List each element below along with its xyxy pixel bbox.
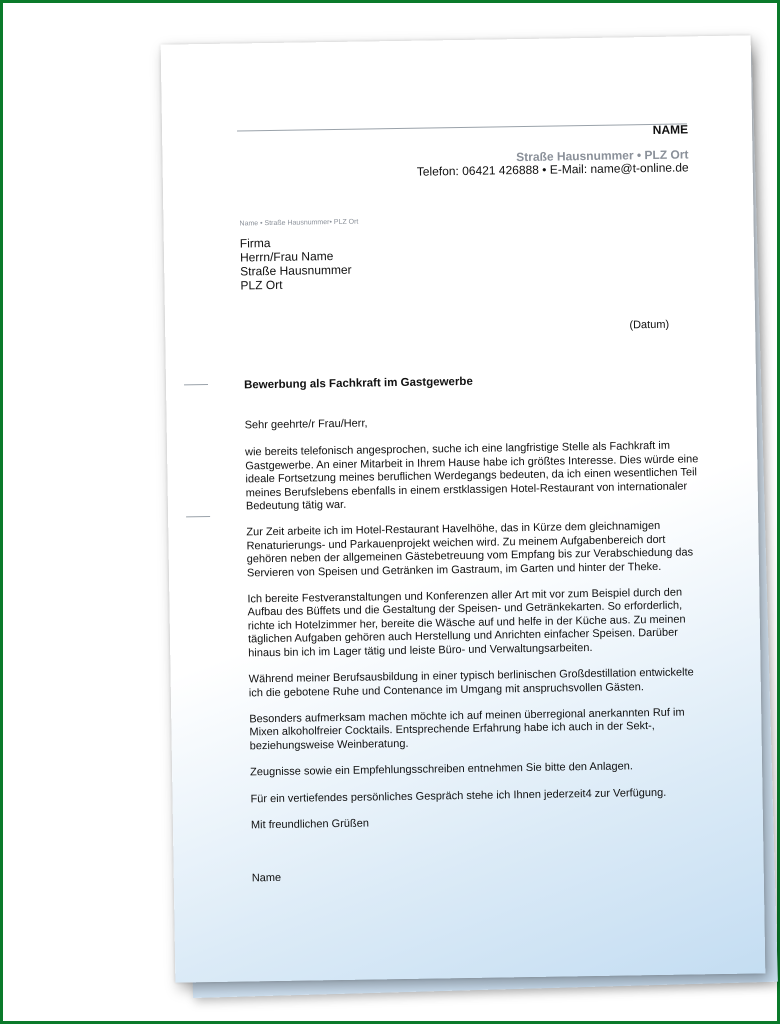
letter-subject: Bewerbung als Fachkraft im Gastgewerbe: [243, 375, 473, 392]
paragraph-5: Besonders aufmerksam machen möchte ich auf meinen überregional anerkannten Ruf im Mixen alkoholfreier Cocktails. Entsprechende Erfahrung habe ich auch in der Sekt-, beziehungsweise Weinberatung.: [249, 706, 685, 753]
letter-page: [161, 35, 766, 982]
paragraph-7: Für ein vertiefendes persönliches Gespräch stehe ich Ihnen jederzeit4 zur Verfügung.: [250, 786, 667, 805]
signature-name: Name: [251, 872, 282, 885]
fold-mark-middle: [186, 516, 210, 517]
recipient-street: Straße Hausnummer: [240, 262, 352, 279]
paragraph-3: Ich bereite Festveranstaltungen und Konferenzen aller Art mit vor zum Beispiel durch den Aufbau des Büffets und die Gestaltung der Speisen- und Getränkekarten. So erforderlich, richte ich Hotelzimmer her, bereite die Wäsche auf und helfe in der Küche aus. Zu meinen täglichen Aufgaben gehören auch Herstellung und Anrichten einfacher Speisen. Darüber hinaus bin ich im Lager tätig und leiste Büro- und Verwaltungsarbeiten.: [247, 586, 686, 660]
recipient-company: Firma: [239, 235, 271, 251]
paragraph-6: Zeugnisse sowie ein Empfehlungsschreiben entnehmen Sie bitte den Anlagen.: [250, 760, 633, 779]
recipient-city: PLZ Ort: [240, 277, 283, 293]
sender-contact: Telefon: 06421 426888 • E-Mail: name@t-online.de: [416, 160, 689, 179]
paragraph-4: Während meiner Berufsausbildung in einer typisch berlinischen Großdestillation entwickelte ich die gebotene Ruhe und Contenance im Umgang mit anspruchsvollen Gästen.: [248, 666, 694, 699]
sender-address: Straße Hausnummer • PLZ Ort: [516, 147, 689, 165]
paragraph-2: Zur Zeit arbeite ich im Hotel-Restaurant Havelhöhe, das in Kürze dem gleichnamigen Renaturierungs- und Parkauenprojekt weichen wird. Zu meinem Aufgabenbereich dort gehören neben der allgemeinen Gästebetreuung vom Empfang bis zur Verabschiedung das Servieren von Speisen und Getränken im Gastraum, im Garten und hinter der Theke.: [246, 520, 694, 580]
salutation: Sehr geehrte/r Frau/Herr,: [244, 417, 368, 432]
paragraph-1: wie bereits telefonisch angesprochen, suche ich eine langfristige Stelle als Fachkraft im Gastgewerbe. An einer Mitarbeit in Ihrem Hause habe ich größtes Interesse. Dies würde eine ideale Fortsetzung meines beruflichen Werdegangs bedeuten, da ich einen wesentlichen Teil meines Berufslebens ebenfalls in einem erstklassigen Hotel-Restaurant von internationaler Bedeutung tätig war.: [244, 440, 699, 513]
return-address-line: Name • Straße Hausnummer• PLZ Ort: [239, 218, 359, 228]
recipient-block: [240, 235, 352, 293]
sender-name: NAME: [652, 122, 689, 137]
letter-date: (Datum): [629, 318, 670, 332]
fold-mark-top: [184, 384, 208, 385]
recipient-person: Herrn/Frau Name: [239, 249, 334, 265]
header-rule: [237, 123, 687, 131]
letter-body: [245, 412, 707, 899]
closing: Mit freundlichen Grüßen: [250, 817, 370, 832]
